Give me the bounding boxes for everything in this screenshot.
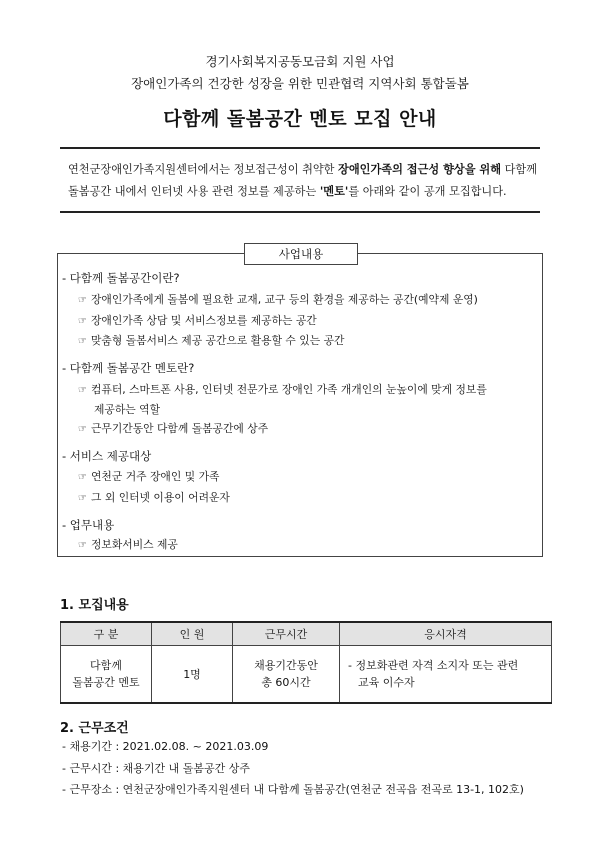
list-item (78, 421, 268, 436)
conditions-heading: 2. 근무조건 (60, 721, 129, 736)
list-item (78, 490, 230, 505)
list-item (78, 537, 178, 552)
section-heading-duty: - 업무내용 (62, 518, 115, 532)
column-header: 근무시간 (233, 622, 340, 646)
pointing-hand-icon: ☞ (78, 472, 87, 483)
table-cell-qualification (340, 646, 552, 704)
table-cell-category (61, 646, 152, 704)
cell-line: 다함께 (90, 659, 122, 672)
intro-box (60, 147, 540, 213)
condition-item: - 채용기간 : 2021.02.08. ~ 2021.03.09 (62, 740, 269, 753)
column-header: 인 원 (152, 622, 233, 646)
cell-line: 채용기간동안 (254, 659, 318, 672)
cell-line: 총 60시간 (261, 676, 311, 689)
list-item-text: 장애인가족에게 돌봄에 필요한 교재, 교구 등의 환경을 제공하는 공간(예약제 운영) (90, 293, 478, 306)
list-item-text: 컴퓨터, 스마트폰 사용, 인터넷 전문가로 장애인 가족 개개인의 눈높이에 맞게 정보를 (90, 383, 487, 396)
cell-line: 돌봄공간 멘토 (72, 676, 140, 689)
section-heading-space: - 다함께 돌봄공간이란? (62, 271, 180, 285)
recruit-heading: 1. 모집내용 (60, 598, 129, 613)
table-row (61, 646, 552, 704)
cell-line: 교육 이수자 (358, 676, 415, 689)
recruit-table (60, 621, 552, 704)
header-line-2: 장애인가족의 건강한 성장을 위한 민관협력 지역사회 통합돌봄 (131, 76, 469, 91)
section-heading-mentor: - 다함께 돌봄공간 멘토란? (62, 361, 195, 375)
list-item (78, 469, 219, 484)
list-item-text: 장애인가족 상담 및 서비스정보를 제공하는 공간 (90, 314, 317, 327)
header-line-1: 경기사회복지공동모금회 지원 사업 (205, 54, 395, 69)
column-header: 응시자격 (340, 622, 552, 646)
pointing-hand-icon: ☞ (78, 540, 87, 551)
condition-item: - 근무시간 : 채용기간 내 돌봄공간 상주 (62, 762, 251, 775)
pointing-hand-icon: ☞ (78, 493, 87, 504)
intro-text (68, 159, 538, 203)
intro-bold: 장애인가족의 접근성 향상을 위해 (338, 163, 502, 176)
list-item-text: 근무기간동안 다함께 돌봄공간에 상주 (90, 422, 269, 435)
table-cell-count: 1명 (152, 646, 233, 704)
table-cell-hours (233, 646, 340, 704)
section-heading-target: - 서비스 제공대상 (62, 449, 152, 463)
intro-part1: 연천군장애인가족지원센터에서는 정보접근성이 취약한 (68, 163, 339, 176)
condition-item: - 근무장소 : 연천군장애인가족지원센터 내 다함께 돌봄공간(연천군 전곡읍 전곡로 13-1, 102호) (62, 783, 524, 796)
column-header: 구 분 (61, 622, 152, 646)
list-item (78, 382, 487, 397)
cell-line: - 정보화관련 자격 소지자 또는 관련 (348, 659, 519, 672)
intro-mentor: '멘토' (319, 185, 349, 198)
pointing-hand-icon: ☞ (78, 424, 87, 435)
list-item (78, 333, 344, 348)
business-tab: 사업내용 (244, 243, 358, 265)
page-title: 다함께 돌봄공간 멘토 모집 안내 (163, 108, 437, 130)
list-item-text: 맞춤형 돌봄서비스 제공 공간으로 활용할 수 있는 공간 (90, 334, 345, 347)
list-item-continuation: 제공하는 역할 (94, 403, 161, 416)
pointing-hand-icon: ☞ (78, 295, 87, 306)
intro-line-2 (68, 181, 532, 203)
list-item-text: 그 외 인터넷 이용이 어려운자 (90, 491, 230, 504)
pointing-hand-icon: ☞ (78, 316, 87, 327)
list-item-text: 연천군 거주 장애인 및 가족 (90, 470, 220, 483)
list-item (78, 313, 317, 328)
list-item (78, 292, 478, 307)
intro-part4: 를 아래와 같이 공개 모집합니다. (348, 185, 507, 198)
table-header-row (61, 622, 552, 646)
pointing-hand-icon: ☞ (78, 336, 87, 347)
intro-part3: 돌봄공간 내에서 인터넷 사용 관련 정보를 제공하는 (68, 185, 320, 198)
intro-line-1 (68, 159, 538, 181)
pointing-hand-icon: ☞ (78, 385, 87, 396)
list-item-text: 정보화서비스 제공 (90, 538, 178, 551)
intro-part2: 다함께 (501, 163, 538, 176)
